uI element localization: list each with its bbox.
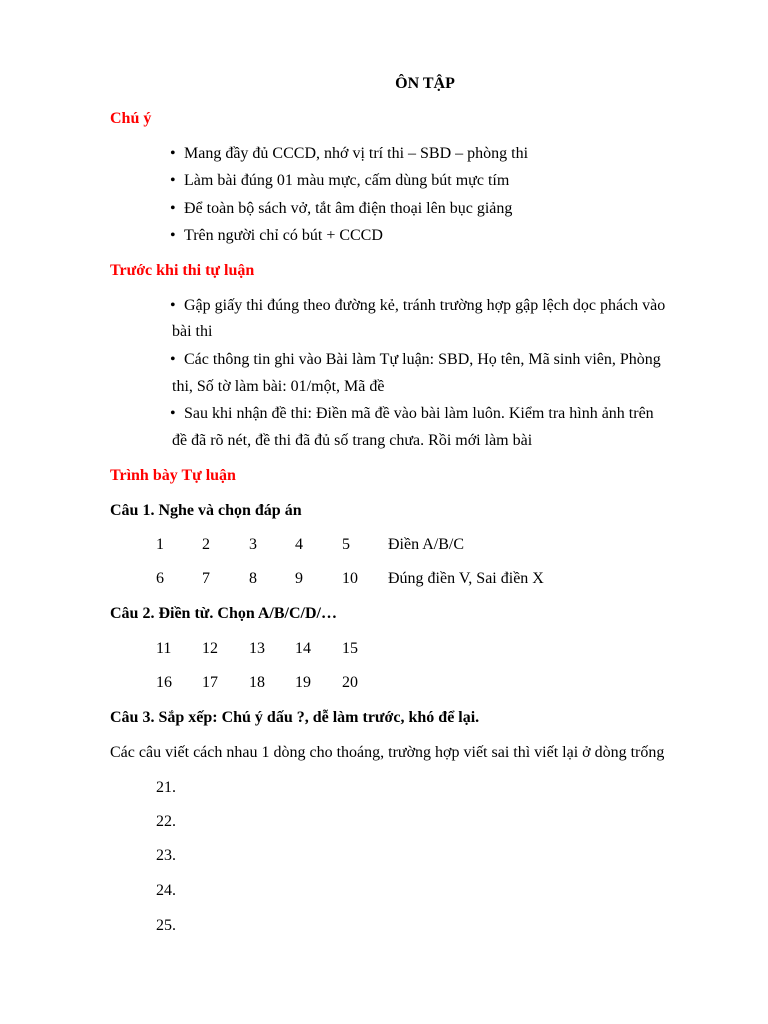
answer-line-number: 23. (156, 847, 176, 864)
note-item: • Trên người chỉ có bút + CCCD (170, 227, 383, 245)
answer-number: 18 (249, 674, 265, 691)
answer-number: 14 (295, 640, 311, 657)
answer-row (0, 640, 768, 660)
before-item-line: • Các thông tin ghi vào Bài làm Tự luận: SBD, Họ tên, Mã sinh viên, Phòng (170, 351, 661, 369)
answer-number: 12 (202, 640, 218, 657)
answer-line-number: 21. (156, 779, 176, 796)
before-item-continuation: đề đã rõ nét, đề thi đã đủ số trang chưa. Rồi mới làm bài (172, 432, 533, 449)
answer-row (0, 674, 768, 694)
answer-number: 17 (202, 674, 218, 691)
before-item-continuation: bài thi (172, 323, 213, 340)
answer-instruction: Đúng điền V, Sai điền X (388, 570, 544, 587)
page-title: ÔN TẬP (395, 75, 455, 92)
answer-number: 16 (156, 674, 172, 691)
section-heading-note: Chú ý (110, 110, 152, 127)
answer-number: 5 (342, 536, 350, 553)
answer-number: 3 (249, 536, 257, 553)
question-3-heading: Câu 3. Sắp xếp: Chú ý dấu ?, dễ làm trước, khó để lại. (110, 709, 480, 726)
answer-number: 11 (156, 640, 172, 657)
answer-number: 6 (156, 570, 164, 587)
answer-line-number: 25. (156, 917, 176, 934)
note-item: • Mang đầy đủ CCCD, nhớ vị trí thi – SBD – phòng thi (170, 145, 528, 163)
before-item-line: • Sau khi nhận đề thi: Điền mã đề vào bài làm luôn. Kiểm tra hình ảnh trên (170, 405, 654, 423)
question-3-note: Các câu viết cách nhau 1 dòng cho thoáng, trường hợp viết sai thì viết lại ở dòng trống (110, 744, 665, 761)
note-item: • Làm bài đúng 01 màu mực, cấm dùng bút mực tím (170, 172, 509, 190)
answer-number: 20 (342, 674, 358, 691)
answer-number: 15 (342, 640, 358, 657)
answer-number: 9 (295, 570, 303, 587)
answer-number: 1 (156, 536, 164, 553)
before-item-continuation: thi, Số tờ làm bài: 01/một, Mã đề (172, 378, 385, 395)
answer-number: 2 (202, 536, 210, 553)
answer-number: 19 (295, 674, 311, 691)
question-1-heading: Câu 1. Nghe và chọn đáp án (110, 502, 302, 519)
answer-instruction: Điền A/B/C (388, 536, 465, 553)
answer-number: 4 (295, 536, 303, 553)
question-2-heading: Câu 2. Điền từ. Chọn A/B/C/D/… (110, 605, 337, 622)
note-item: • Để toàn bộ sách vở, tắt âm điện thoại lên bục giảng (170, 200, 512, 218)
answer-row (0, 536, 768, 556)
answer-number: 10 (342, 570, 358, 587)
answer-number: 8 (249, 570, 257, 587)
answer-number: 7 (202, 570, 210, 587)
answer-number: 13 (249, 640, 265, 657)
before-item-line: • Gập giấy thi đúng theo đường kẻ, tránh trường hợp gập lệch dọc phách vào (170, 297, 665, 315)
section-heading-before-exam: Trước khi thi tự luận (110, 262, 255, 279)
answer-row (0, 570, 768, 590)
answer-line-number: 24. (156, 882, 176, 899)
answer-line-number: 22. (156, 813, 176, 830)
section-heading-presentation: Trình bày Tự luận (110, 467, 236, 484)
